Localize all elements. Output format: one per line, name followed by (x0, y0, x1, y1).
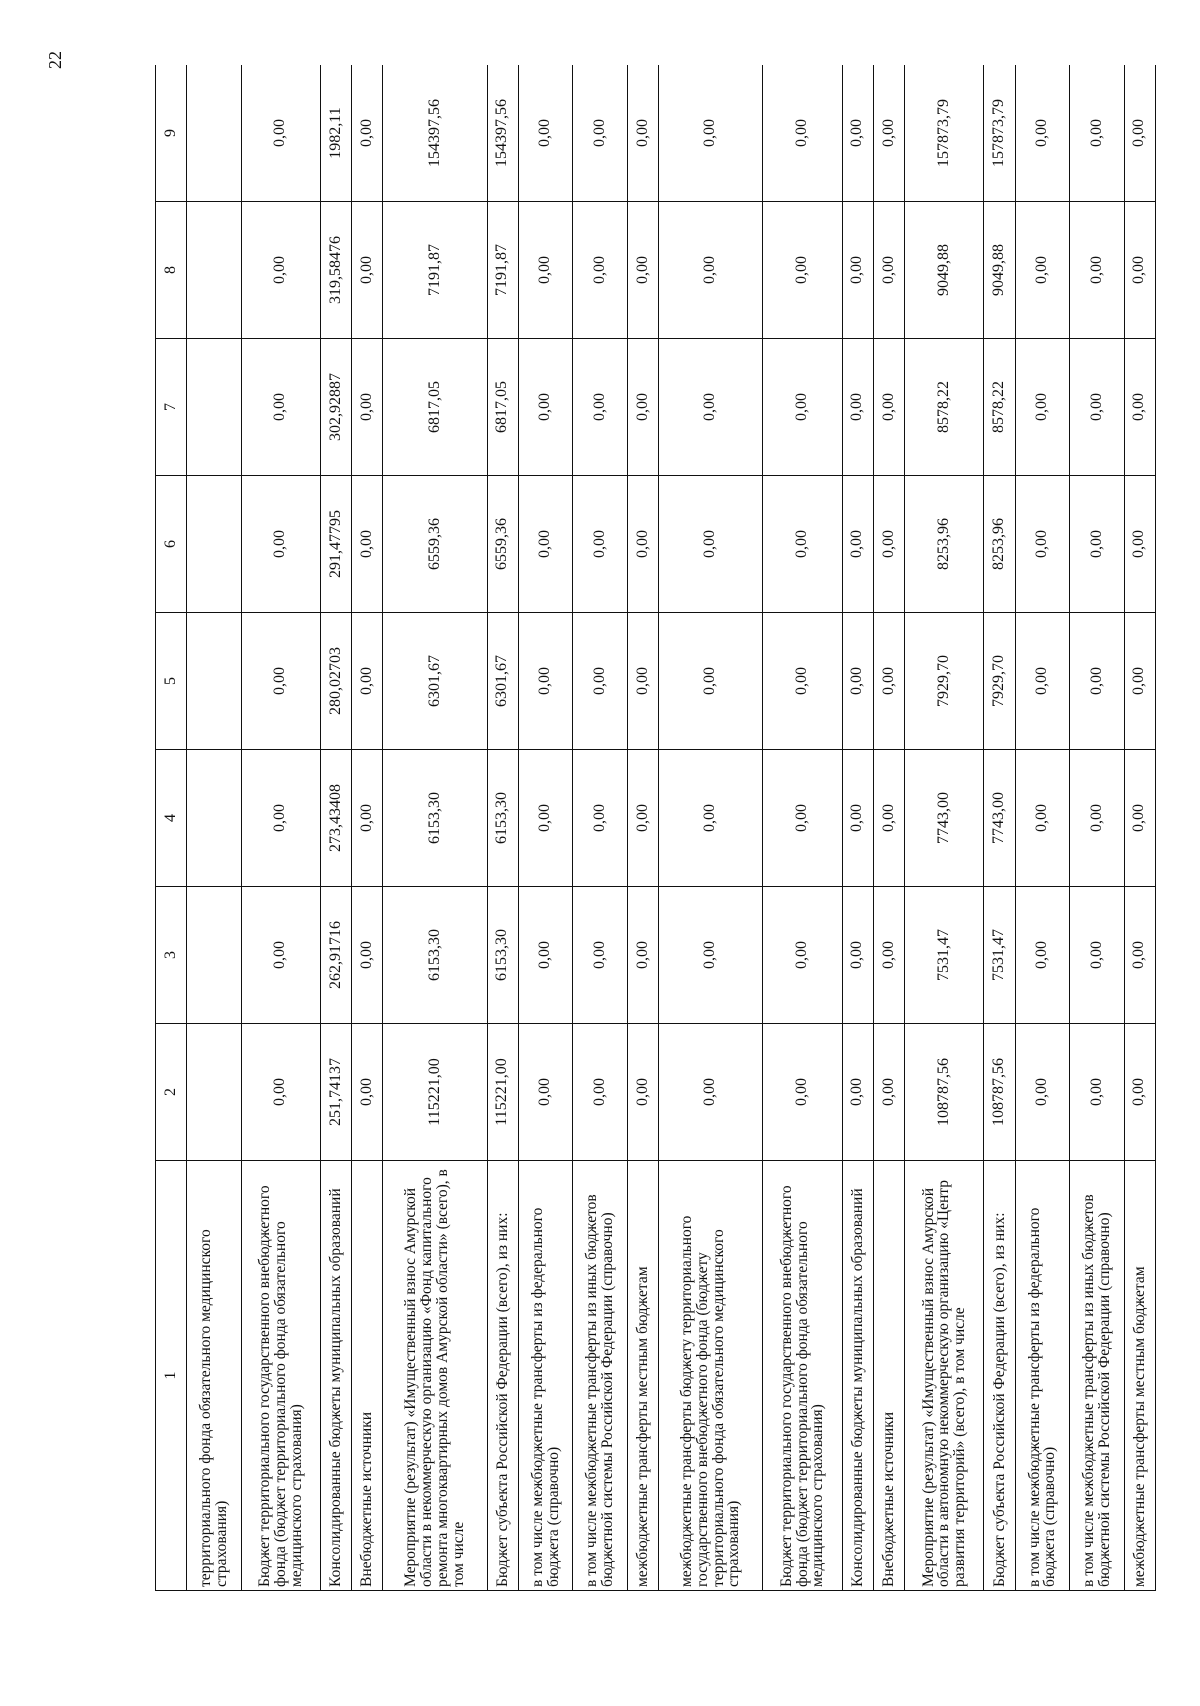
value-cell-col-7: 0,00 (518, 339, 573, 476)
table-body (187, 65, 1156, 1591)
value-cell-col-4: 0,00 (1070, 750, 1125, 887)
column-header-4: 4 (156, 750, 187, 887)
value-cell-col-2: 0,00 (352, 1024, 383, 1161)
value-cell-col-4: 6153,30 (487, 750, 518, 887)
value-cell-col-4: 6153,30 (383, 750, 487, 887)
value-cell-col-8: 7191,87 (487, 202, 518, 339)
value-cell-col-7: 0,00 (1124, 339, 1155, 476)
value-cell-col-3: 0,00 (518, 887, 573, 1024)
value-cell-col-9: 0,00 (1124, 65, 1155, 202)
row-label-cell: Бюджет территориального государственного внебюджетного фонда (бюджет территориального фонда обязательного медицинского страхования) (241, 1161, 320, 1591)
table-row (1124, 65, 1155, 1591)
value-cell-col-6: 0,00 (1124, 476, 1155, 613)
value-cell-col-6: 0,00 (627, 476, 658, 613)
value-cell-col-2: 108787,56 (984, 1024, 1015, 1161)
value-cell-col-9: 0,00 (763, 65, 842, 202)
value-cell-col-5: 6301,67 (383, 613, 487, 750)
value-cell-col-9: 157873,79 (905, 65, 984, 202)
table-container (155, 65, 1156, 1591)
value-cell-col-6: 0,00 (573, 476, 628, 613)
value-cell-col-8: 0,00 (1070, 202, 1125, 339)
table-row (320, 65, 351, 1591)
value-cell-col-7: 0,00 (763, 339, 842, 476)
value-cell-col-5: 6301,67 (487, 613, 518, 750)
value-cell-col-7: 8578,22 (984, 339, 1015, 476)
value-cell-col-6: 0,00 (763, 476, 842, 613)
row-label-cell: Внебюджетные источники (873, 1161, 904, 1591)
value-cell-col-9: 0,00 (241, 65, 320, 202)
value-cell-col-5: 0,00 (627, 613, 658, 750)
value-cell-col-9: 157873,79 (984, 65, 1015, 202)
row-label-cell: Консолидированные бюджеты муниципальных образований (320, 1161, 351, 1591)
value-cell-col-6: 0,00 (659, 476, 763, 613)
value-cell-col-6 (187, 476, 242, 613)
value-cell-col-2 (187, 1024, 242, 1161)
value-cell-col-4: 0,00 (241, 750, 320, 887)
value-cell-col-4: 0,00 (1015, 750, 1070, 887)
table-row (187, 65, 242, 1591)
value-cell-col-7: 0,00 (573, 339, 628, 476)
value-cell-col-8: 9049,88 (984, 202, 1015, 339)
column-header-8: 8 (156, 202, 187, 339)
value-cell-col-4: 0,00 (352, 750, 383, 887)
value-cell-col-7: 0,00 (659, 339, 763, 476)
row-label-cell: в том числе межбюджетные трансферты из федерального бюджета (справочно) (1015, 1161, 1070, 1591)
value-cell-col-8: 0,00 (659, 202, 763, 339)
row-label-cell: Бюджет территориального государственного внебюджетного фонда (бюджет территориального фонда обязательного медицинского страхования) (763, 1161, 842, 1591)
value-cell-col-4: 0,00 (659, 750, 763, 887)
table-row (487, 65, 518, 1591)
table-row (842, 65, 873, 1591)
value-cell-col-7: 6817,05 (487, 339, 518, 476)
value-cell-col-4: 0,00 (1124, 750, 1155, 887)
value-cell-col-3: 7531,47 (905, 887, 984, 1024)
value-cell-col-3: 0,00 (1124, 887, 1155, 1024)
value-cell-col-3: 0,00 (873, 887, 904, 1024)
value-cell-col-6: 0,00 (842, 476, 873, 613)
value-cell-col-8: 0,00 (873, 202, 904, 339)
value-cell-col-5: 0,00 (763, 613, 842, 750)
value-cell-col-3: 0,00 (1070, 887, 1125, 1024)
value-cell-col-6: 8253,96 (984, 476, 1015, 613)
value-cell-col-6: 0,00 (873, 476, 904, 613)
value-cell-col-7: 302,92887 (320, 339, 351, 476)
row-label-cell: Мероприятие (результат) «Имущественный взнос Амурской области в автономную некоммерческую организацию «Центр развития территорий» (всего), в том числе (905, 1161, 984, 1591)
row-label-cell: Внебюджетные источники (352, 1161, 383, 1591)
budget-table (155, 65, 1156, 1591)
table-row (383, 65, 487, 1591)
table-row (659, 65, 763, 1591)
value-cell-col-4: 0,00 (873, 750, 904, 887)
value-cell-col-2: 0,00 (241, 1024, 320, 1161)
value-cell-col-3: 0,00 (352, 887, 383, 1024)
value-cell-col-2: 115221,00 (383, 1024, 487, 1161)
value-cell-col-4: 0,00 (573, 750, 628, 887)
value-cell-col-5: 0,00 (1124, 613, 1155, 750)
value-cell-col-5: 0,00 (842, 613, 873, 750)
value-cell-col-3: 6153,30 (383, 887, 487, 1024)
value-cell-col-8: 0,00 (1015, 202, 1070, 339)
table-row (352, 65, 383, 1591)
value-cell-col-6: 0,00 (241, 476, 320, 613)
value-cell-col-2: 115221,00 (487, 1024, 518, 1161)
value-cell-col-5: 0,00 (873, 613, 904, 750)
value-cell-col-6: 6559,36 (487, 476, 518, 613)
value-cell-col-6: 8253,96 (905, 476, 984, 613)
value-cell-col-9: 154397,56 (487, 65, 518, 202)
value-cell-col-6: 6559,36 (383, 476, 487, 613)
column-header-9: 9 (156, 65, 187, 202)
column-header-7: 7 (156, 339, 187, 476)
value-cell-col-8: 0,00 (573, 202, 628, 339)
table-row (763, 65, 842, 1591)
value-cell-col-4: 7743,00 (984, 750, 1015, 887)
row-label-cell: в том числе межбюджетные трансферты из иных бюджетов бюджетной системы Российской Федерации (справочно) (1070, 1161, 1125, 1591)
value-cell-col-8: 319,58476 (320, 202, 351, 339)
value-cell-col-4: 0,00 (763, 750, 842, 887)
value-cell-col-9: 0,00 (659, 65, 763, 202)
value-cell-col-2: 0,00 (842, 1024, 873, 1161)
table-row (573, 65, 628, 1591)
value-cell-col-2: 251,74137 (320, 1024, 351, 1161)
value-cell-col-4 (187, 750, 242, 887)
value-cell-col-2: 0,00 (1124, 1024, 1155, 1161)
value-cell-col-3 (187, 887, 242, 1024)
value-cell-col-3: 0,00 (842, 887, 873, 1024)
value-cell-col-8: 0,00 (352, 202, 383, 339)
column-header-5: 5 (156, 613, 187, 750)
value-cell-col-5: 0,00 (573, 613, 628, 750)
row-label-cell: межбюджетные трансферты бюджету территориального государственного внебюджетного фонда (бюджету территориального фонда обязательного медицинского страхования) (659, 1161, 763, 1591)
column-header-2: 2 (156, 1024, 187, 1161)
value-cell-col-5: 0,00 (518, 613, 573, 750)
row-label-cell: территориального фонда обязательного медицинского страхования) (187, 1161, 242, 1591)
value-cell-col-2: 0,00 (873, 1024, 904, 1161)
value-cell-col-8: 7191,87 (383, 202, 487, 339)
row-label-cell: межбюджетные трансферты местным бюджетам (1124, 1161, 1155, 1591)
value-cell-col-5: 0,00 (659, 613, 763, 750)
value-cell-col-9: 0,00 (352, 65, 383, 202)
value-cell-col-3: 0,00 (573, 887, 628, 1024)
row-label-cell: межбюджетные трансферты местным бюджетам (627, 1161, 658, 1591)
value-cell-col-3: 0,00 (659, 887, 763, 1024)
row-label-cell: в том числе межбюджетные трансферты из иных бюджетов бюджетной системы Российской Федерации (справочно) (573, 1161, 628, 1591)
value-cell-col-3: 0,00 (627, 887, 658, 1024)
rotated-table-frame (155, 65, 1156, 1591)
value-cell-col-7: 0,00 (873, 339, 904, 476)
value-cell-col-6: 291,47795 (320, 476, 351, 613)
value-cell-col-8: 0,00 (627, 202, 658, 339)
column-header-3: 3 (156, 887, 187, 1024)
value-cell-col-3: 0,00 (1015, 887, 1070, 1024)
value-cell-col-4: 0,00 (842, 750, 873, 887)
value-cell-col-7: 8578,22 (905, 339, 984, 476)
value-cell-col-2: 0,00 (1070, 1024, 1125, 1161)
table-row (905, 65, 984, 1591)
value-cell-col-5: 0,00 (1015, 613, 1070, 750)
value-cell-col-9 (187, 65, 242, 202)
value-cell-col-2: 0,00 (763, 1024, 842, 1161)
value-cell-col-9: 0,00 (518, 65, 573, 202)
value-cell-col-5 (187, 613, 242, 750)
value-cell-col-2: 108787,56 (905, 1024, 984, 1161)
table-row (241, 65, 320, 1591)
value-cell-col-7: 0,00 (1015, 339, 1070, 476)
table-header-row (156, 65, 187, 1591)
value-cell-col-6: 0,00 (1070, 476, 1125, 613)
value-cell-col-8 (187, 202, 242, 339)
value-cell-col-8: 0,00 (241, 202, 320, 339)
value-cell-col-3: 6153,30 (487, 887, 518, 1024)
value-cell-col-8: 0,00 (763, 202, 842, 339)
value-cell-col-2: 0,00 (518, 1024, 573, 1161)
value-cell-col-7: 6817,05 (383, 339, 487, 476)
value-cell-col-3: 0,00 (763, 887, 842, 1024)
value-cell-col-4: 0,00 (518, 750, 573, 887)
row-label-cell: Бюджет субъекта Российской Федерации (всего), из них: (487, 1161, 518, 1591)
column-header-6: 6 (156, 476, 187, 613)
value-cell-col-5: 0,00 (241, 613, 320, 750)
value-cell-col-9: 0,00 (573, 65, 628, 202)
table-row (1015, 65, 1070, 1591)
table-row (1070, 65, 1125, 1591)
value-cell-col-9: 154397,56 (383, 65, 487, 202)
value-cell-col-3: 7531,47 (984, 887, 1015, 1024)
value-cell-col-4: 0,00 (627, 750, 658, 887)
value-cell-col-4: 273,43408 (320, 750, 351, 887)
value-cell-col-4: 7743,00 (905, 750, 984, 887)
value-cell-col-7 (187, 339, 242, 476)
column-header-1: 1 (156, 1161, 187, 1591)
value-cell-col-6: 0,00 (352, 476, 383, 613)
value-cell-col-2: 0,00 (573, 1024, 628, 1161)
row-label-cell: Консолидированные бюджеты муниципальных образований (842, 1161, 873, 1591)
value-cell-col-3: 262,91716 (320, 887, 351, 1024)
value-cell-col-9: 0,00 (1015, 65, 1070, 202)
table-row (873, 65, 904, 1591)
value-cell-col-8: 0,00 (518, 202, 573, 339)
value-cell-col-6: 0,00 (1015, 476, 1070, 613)
value-cell-col-9: 0,00 (873, 65, 904, 202)
value-cell-col-7: 0,00 (241, 339, 320, 476)
value-cell-col-2: 0,00 (627, 1024, 658, 1161)
row-label-cell: в том числе межбюджетные трансферты из федерального бюджета (справочно) (518, 1161, 573, 1591)
value-cell-col-9: 0,00 (627, 65, 658, 202)
value-cell-col-8: 9049,88 (905, 202, 984, 339)
value-cell-col-9: 0,00 (1070, 65, 1125, 202)
value-cell-col-2: 0,00 (659, 1024, 763, 1161)
value-cell-col-5: 7929,70 (905, 613, 984, 750)
table-row (984, 65, 1015, 1591)
value-cell-col-8: 0,00 (842, 202, 873, 339)
value-cell-col-7: 0,00 (1070, 339, 1125, 476)
value-cell-col-7: 0,00 (627, 339, 658, 476)
value-cell-col-5: 7929,70 (984, 613, 1015, 750)
row-label-cell: Бюджет субъекта Российской Федерации (всего), из них: (984, 1161, 1015, 1591)
value-cell-col-5: 280,02703 (320, 613, 351, 750)
table-row (518, 65, 573, 1591)
value-cell-col-5: 0,00 (1070, 613, 1125, 750)
page-number: 22 (45, 51, 65, 69)
value-cell-col-3: 0,00 (241, 887, 320, 1024)
table-row (627, 65, 658, 1591)
value-cell-col-8: 0,00 (1124, 202, 1155, 339)
value-cell-col-2: 0,00 (1015, 1024, 1070, 1161)
value-cell-col-6: 0,00 (518, 476, 573, 613)
row-label-cell: Мероприятие (результат) «Имущественный взнос Амурской области в некоммерческую организацию «Фонд капитального ремонта многоквартирных домов Амурской области» (всего), в том числе (383, 1161, 487, 1591)
value-cell-col-7: 0,00 (842, 339, 873, 476)
value-cell-col-9: 0,00 (842, 65, 873, 202)
value-cell-col-9: 1982,11 (320, 65, 351, 202)
value-cell-col-7: 0,00 (352, 339, 383, 476)
value-cell-col-5: 0,00 (352, 613, 383, 750)
